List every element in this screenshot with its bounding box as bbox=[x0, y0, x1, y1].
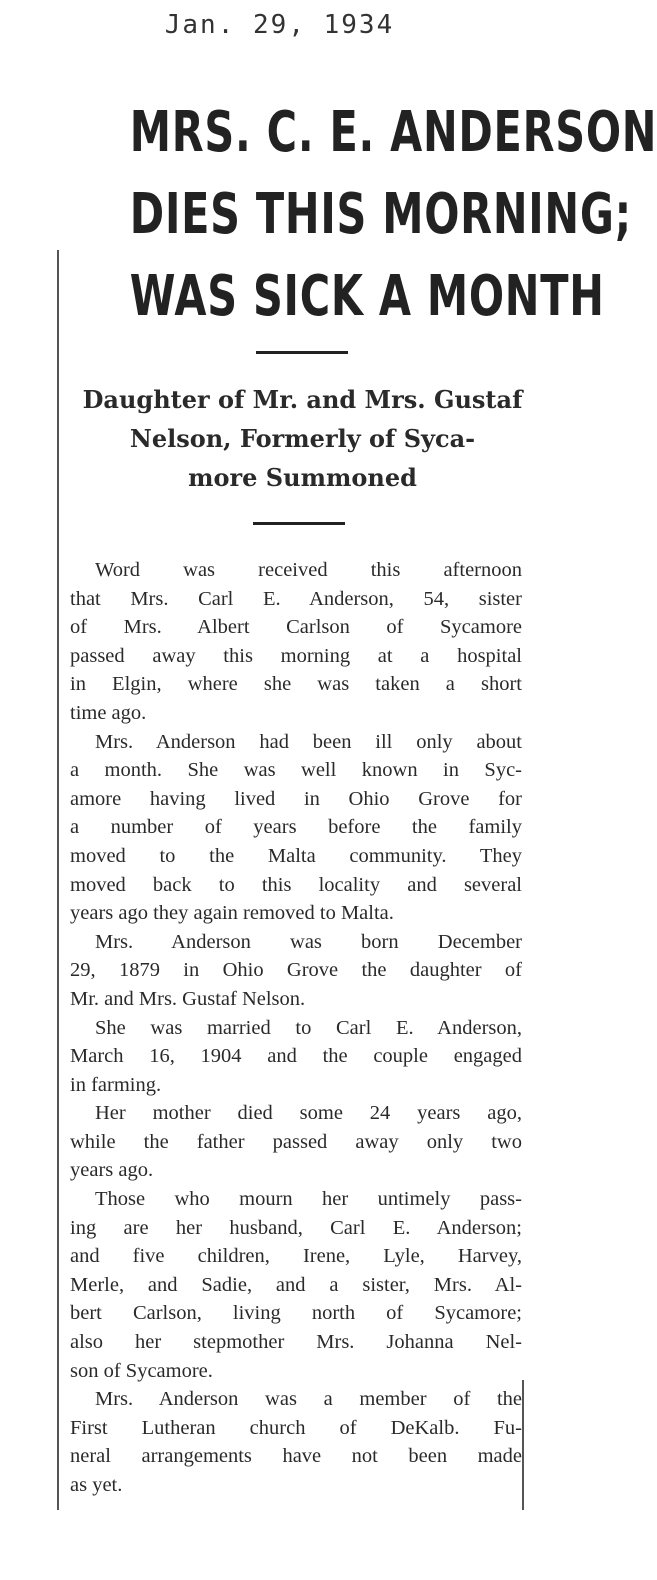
article-line: and five children, Irene, Lyle, Harvey, bbox=[70, 1245, 522, 1268]
article-line: as yet. bbox=[70, 1474, 123, 1496]
headline-line: WAS SICK A MONTH bbox=[129, 264, 605, 329]
article-line: in Elgin, where she was taken a short bbox=[70, 673, 522, 696]
subheadline-line: Daughter of Mr. and Mrs. Gustaf bbox=[82, 385, 523, 414]
article-line: moved back to this locality and several bbox=[70, 873, 522, 896]
headline bbox=[70, 92, 657, 338]
article-line: amore having lived in Ohio Grove for bbox=[70, 787, 522, 810]
article-line: son of Sycamore. bbox=[70, 1359, 213, 1382]
clipping-date: Jan. 29, 1934 bbox=[164, 10, 395, 40]
subhead-divider bbox=[253, 522, 345, 525]
article-line: Merle, and Sadie, and a sister, Mrs. Al- bbox=[70, 1273, 522, 1296]
article-line: Her mother died some 24 years ago, bbox=[95, 1102, 522, 1125]
article-line: 29, 1879 in Ohio Grove the daughter of bbox=[70, 959, 522, 982]
article-line: also her stepmother Mrs. Johanna Nel- bbox=[70, 1331, 522, 1354]
subheadline bbox=[70, 380, 535, 497]
article-line: a month. She was well known in Syc- bbox=[70, 759, 522, 782]
article-line: years ago they again removed to Malta. bbox=[70, 902, 394, 925]
headline-line: DIES THIS MORNING; bbox=[129, 182, 632, 247]
article-line: a number of years before the family bbox=[70, 816, 522, 839]
article-line: Those who mourn her untimely pass- bbox=[95, 1188, 522, 1211]
article-line: Mrs. Anderson was a member of the bbox=[95, 1388, 522, 1411]
article-line: She was married to Carl E. Anderson, bbox=[95, 1016, 522, 1039]
article-line: Mr. and Mrs. Gustaf Nelson. bbox=[70, 987, 306, 1010]
article-line: bert Carlson, living north of Sycamore; bbox=[70, 1302, 522, 1325]
article-line: Word was received this afternoon bbox=[95, 559, 522, 581]
article-line: of Mrs. Albert Carlson of Sycamore bbox=[70, 616, 522, 639]
article-line: neral arrangements have not been made bbox=[70, 1445, 522, 1468]
article-line: while the father passed away only two bbox=[70, 1130, 522, 1153]
article-line: First Lutheran church of DeKalb. Fu- bbox=[70, 1416, 522, 1439]
article-line: passed away this morning at a hospital bbox=[70, 644, 522, 667]
article-line: time ago. bbox=[70, 701, 147, 724]
subheadline-line: more Summoned bbox=[188, 463, 417, 492]
article-line: moved to the Malta community. They bbox=[70, 844, 522, 867]
headline-divider bbox=[256, 351, 348, 354]
article-line: ing are her husband, Carl E. Anderson; bbox=[70, 1216, 522, 1239]
column-rule-right bbox=[522, 1380, 524, 1510]
article-line: that Mrs. Carl E. Anderson, 54, sister bbox=[70, 587, 522, 610]
article-line: March 16, 1904 and the couple engaged bbox=[70, 1045, 522, 1068]
column-rule-left bbox=[57, 250, 59, 1510]
headline-line: MRS. C. E. ANDERSON bbox=[129, 100, 657, 165]
article-body bbox=[70, 556, 522, 1500]
article-line: in farming. bbox=[70, 1073, 162, 1096]
article-line: years ago. bbox=[70, 1159, 154, 1182]
article-line: Mrs. Anderson was born December bbox=[95, 930, 522, 953]
article-line: Mrs. Anderson had been ill only about bbox=[95, 730, 522, 753]
subheadline-line: Nelson, Formerly of Syca- bbox=[129, 424, 476, 453]
